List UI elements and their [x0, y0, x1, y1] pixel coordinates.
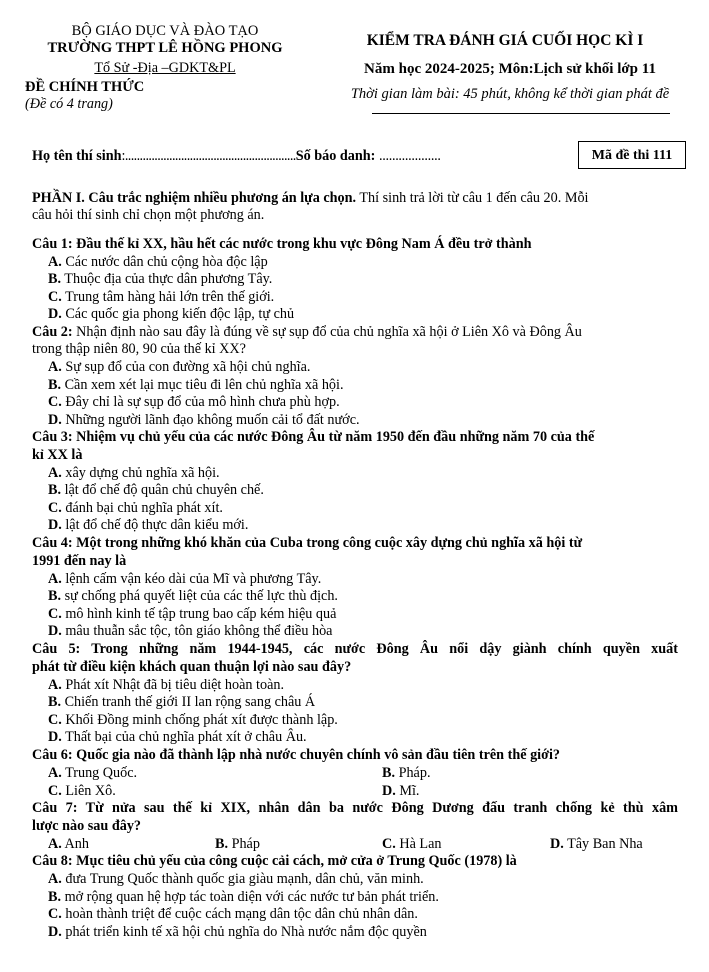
option-text: mô hình kinh tế tập trung bao cấp kém hiệu quả [61, 606, 337, 622]
year-subject: Năm học 2024-2025; Môn:Lịch sử khối lớp 11 [364, 61, 656, 77]
option-text: Phát xít Nhật đã bị tiêu diệt hoàn toàn. [61, 677, 285, 693]
part1-title: PHẦN I. Câu trắc nghiệm nhiều phương án lựa chọn. [32, 190, 357, 206]
option-text: đưa Trung Quốc thành quốc gia giàu mạnh, dân chủ, văn minh. [61, 871, 424, 887]
option-text: mở rộng quan hệ hợp tác toàn diện với các nước tư bản phát triển. [61, 889, 439, 905]
option-letter: B. [48, 588, 62, 604]
option-text: phát triển kinh tế xã hội chủ nghĩa do Nhà nước nắm độc quyền [61, 924, 427, 940]
question-1 [32, 236, 678, 253]
q7-option-d[interactable] [550, 836, 643, 853]
question-2 [32, 324, 678, 341]
question-text: Nhận định nào sau đây là đúng về sự sụp đổ của chủ nghĩa xã hội ở Liên Xô và Đông Âu [72, 324, 582, 340]
question-text: Một trong những khó khăn của Cuba trong công cuộc xây dựng chủ nghĩa xã hội từ [72, 535, 583, 551]
option-text: đánh bại chủ nghĩa phát xít. [61, 500, 223, 516]
option-text: hoàn thành triệt để cuộc cách mạng dân tộc dân chủ nhân dân. [61, 906, 418, 922]
option-letter: A. [48, 254, 62, 270]
option-text: Trung Quốc. [61, 765, 138, 781]
header-rule [372, 113, 670, 114]
q5-option-c[interactable] [48, 712, 338, 729]
q3-option-a[interactable] [48, 465, 220, 482]
q8-option-d[interactable] [48, 924, 427, 941]
option-letter: B. [382, 765, 396, 781]
option-text: Mĩ. [395, 783, 420, 799]
question-number: Câu 7: [32, 800, 78, 816]
option-text: lật đổ chế độ quân chủ chuyên chế. [61, 482, 264, 498]
part1-desc-line2: câu hỏi thí sinh chỉ chọn một phương án. [32, 207, 265, 223]
q2-option-c[interactable] [48, 394, 340, 411]
option-letter: A. [48, 465, 62, 481]
option-letter: A. [48, 677, 62, 693]
option-text: Cần xem xét lại mục tiêu đi lên chủ nghĩa xã hội. [61, 377, 344, 393]
option-text: Đây chỉ là sự sụp đổ của mô hình chưa phù hợp. [61, 394, 340, 410]
question-6 [32, 747, 678, 764]
option-text: Anh [61, 836, 89, 852]
option-text: xây dựng chủ nghĩa xã hội. [61, 465, 220, 481]
q7-option-b[interactable] [215, 836, 260, 853]
option-letter: B. [48, 271, 62, 287]
q5-option-b[interactable] [48, 694, 315, 711]
question-5 [32, 641, 678, 658]
question-number: Câu 8: [32, 853, 73, 869]
q5-option-d[interactable] [48, 729, 307, 746]
option-letter: B. [48, 482, 62, 498]
q4-option-c[interactable] [48, 606, 336, 623]
option-letter: D. [48, 306, 62, 322]
question-number: Câu 3: [32, 429, 73, 445]
question-text: Trong những năm 1944-1945, các nước Đông Âu nổi dậy giành chính quyền xuất [80, 641, 678, 657]
option-letter: D. [48, 412, 62, 428]
question-4-cont: 1991 đến nay là [32, 553, 127, 569]
q2-option-d[interactable] [48, 412, 360, 429]
q6-option-d[interactable] [382, 783, 419, 800]
option-letter: A. [48, 871, 62, 887]
question-7-cont: lược nào sau đây? [32, 818, 142, 834]
question-text: Mục tiêu chủ yếu của công cuộc cải cách, mở cửa ở Trung Quốc (1978) là [72, 853, 517, 869]
option-text: Sự sụp đổ của con đường xã hội chủ nghĩa. [61, 359, 311, 375]
part1-instructions [32, 190, 678, 207]
q2-option-a[interactable] [48, 359, 310, 376]
question-5-cont: phát từ điều kiện khách quan thuận lợi nào sau đây? [32, 659, 352, 675]
option-text: Trung tâm hàng hải lớn trên thế giới. [61, 289, 275, 305]
q7-option-a[interactable] [48, 836, 89, 853]
option-text: Tây Ban Nha [563, 836, 643, 852]
question-text: Nhiệm vụ chủ yếu của các nước Đông Âu từ năm 1950 đến đầu những năm 70 của thế [72, 429, 595, 445]
q6-option-b[interactable] [382, 765, 430, 782]
q4-option-b[interactable] [48, 588, 338, 605]
id-label: Số báo danh: [295, 148, 379, 164]
question-number: Câu 1: [32, 236, 73, 252]
option-text: Các nước dân chủ cộng hòa độc lập [61, 254, 268, 270]
option-letter: C. [48, 712, 62, 728]
option-letter: B. [48, 889, 62, 905]
q8-option-b[interactable] [48, 889, 439, 906]
official-label: ĐỀ CHÍNH THỨC [25, 79, 145, 95]
option-letter: B. [215, 836, 229, 852]
q1-option-b[interactable] [48, 271, 272, 288]
ministry-name: BỘ GIÁO DỤC VÀ ĐÀO TẠO [71, 23, 259, 39]
question-text: Đầu thế kỉ XX, hầu hết các nước trong khu vực Đông Nam Á đều trở thành [72, 236, 532, 252]
q5-option-a[interactable] [48, 677, 284, 694]
question-number: Câu 4: [32, 535, 73, 551]
option-letter: D. [550, 836, 564, 852]
q2-option-b[interactable] [48, 377, 344, 394]
department-name: Tổ Sử -Địa –GDKT&PL [94, 60, 236, 76]
option-text: Thuộc địa của thực dân phương Tây. [61, 271, 273, 287]
option-text: Chiến tranh thế giới II lan rộng sang châu Á [61, 694, 316, 710]
option-text: Pháp. [395, 765, 431, 781]
option-text: lệnh cấm vận kéo dài của Mĩ và phương Tây. [61, 571, 322, 587]
option-letter: D. [382, 783, 396, 799]
option-letter: C. [382, 836, 396, 852]
question-3 [32, 429, 678, 446]
q4-option-a[interactable] [48, 571, 321, 588]
option-letter: C. [48, 289, 62, 305]
question-number: Câu 5: [32, 641, 81, 657]
option-text: Hà Lan [395, 836, 442, 852]
part1-desc: Thí sinh trả lời từ câu 1 đến câu 20. Mỗi [356, 190, 589, 206]
question-text: Quốc gia nào đã thành lập nhà nước chuyên chính vô sản đầu tiên trên thế giới? [72, 747, 560, 763]
q1-option-c[interactable] [48, 289, 274, 306]
question-8 [32, 853, 678, 870]
q6-option-c[interactable] [48, 783, 116, 800]
time-note: Thời gian làm bài: 45 phút, không kể thời gian phát đề [350, 86, 670, 102]
name-field[interactable]: :.......................................................... [121, 148, 296, 164]
option-text: Liên Xô. [61, 783, 116, 799]
option-text: sự chống phá quyết liệt của các thế lực thù địch. [61, 588, 338, 604]
student-info-row [32, 148, 441, 165]
option-letter: C. [48, 500, 62, 516]
q4-option-d[interactable] [48, 623, 332, 640]
option-text: Các quốc gia phong kiến độc lập, tự chủ [61, 306, 295, 322]
option-text: mâu thuẫn sắc tộc, tôn giáo không thể điều hòa [61, 623, 333, 639]
exam-title: KIỂM TRA ĐÁNH GIÁ CUỐI HỌC KÌ I [366, 32, 644, 49]
q8-option-c[interactable] [48, 906, 418, 923]
option-letter: C. [48, 906, 62, 922]
page-count: (Đề có 4 trang) [25, 96, 113, 112]
option-letter: D. [48, 517, 62, 533]
q3-option-d[interactable] [48, 517, 248, 534]
option-letter: D. [48, 924, 62, 940]
option-letter: C. [48, 783, 62, 799]
question-3-cont: kỉ XX là [32, 447, 83, 463]
option-text: Pháp [228, 836, 260, 852]
question-4 [32, 535, 678, 552]
option-text: lật đổ chế độ thực dân kiểu mới. [61, 517, 249, 533]
option-text: Khối Đồng minh chống phát xít được thành lập. [61, 712, 338, 728]
q1-option-a[interactable] [48, 254, 268, 271]
question-number: Câu 2: [32, 324, 73, 340]
id-field[interactable]: ................... [378, 148, 441, 164]
question-2-cont: trong thập niên 80, 90 của thế kỉ XX? [32, 341, 246, 357]
option-letter: D. [48, 623, 62, 639]
option-letter: A. [48, 836, 62, 852]
option-letter: A. [48, 571, 62, 587]
option-letter: D. [48, 729, 62, 745]
school-name: TRƯỜNG THPT LÊ HỒNG PHONG [47, 40, 283, 56]
option-letter: A. [48, 765, 62, 781]
exam-code-box: Mã đề thi 111 [578, 141, 686, 169]
option-text: Thất bại của chủ nghĩa phát xít ở châu Âu. [61, 729, 307, 745]
q7-option-c[interactable] [382, 836, 442, 853]
q3-option-c[interactable] [48, 500, 223, 517]
option-letter: C. [48, 394, 62, 410]
option-letter: A. [48, 359, 62, 375]
question-7 [32, 800, 678, 817]
q8-option-a[interactable] [48, 871, 424, 888]
q6-option-a[interactable] [48, 765, 137, 782]
option-letter: B. [48, 377, 62, 393]
q3-option-b[interactable] [48, 482, 264, 499]
name-label: Họ tên thí sinh [32, 148, 122, 164]
question-number: Câu 6: [32, 747, 73, 763]
q1-option-d[interactable] [48, 306, 294, 323]
option-letter: C. [48, 606, 62, 622]
question-text: Từ nửa sau thế kỉ XIX, nhân dân ba nước Đông Dương đấu tranh chống kẻ thù xâm [77, 800, 678, 816]
option-letter: B. [48, 694, 62, 710]
option-text: Những người lãnh đạo không muốn cải tổ đất nước. [61, 412, 360, 428]
